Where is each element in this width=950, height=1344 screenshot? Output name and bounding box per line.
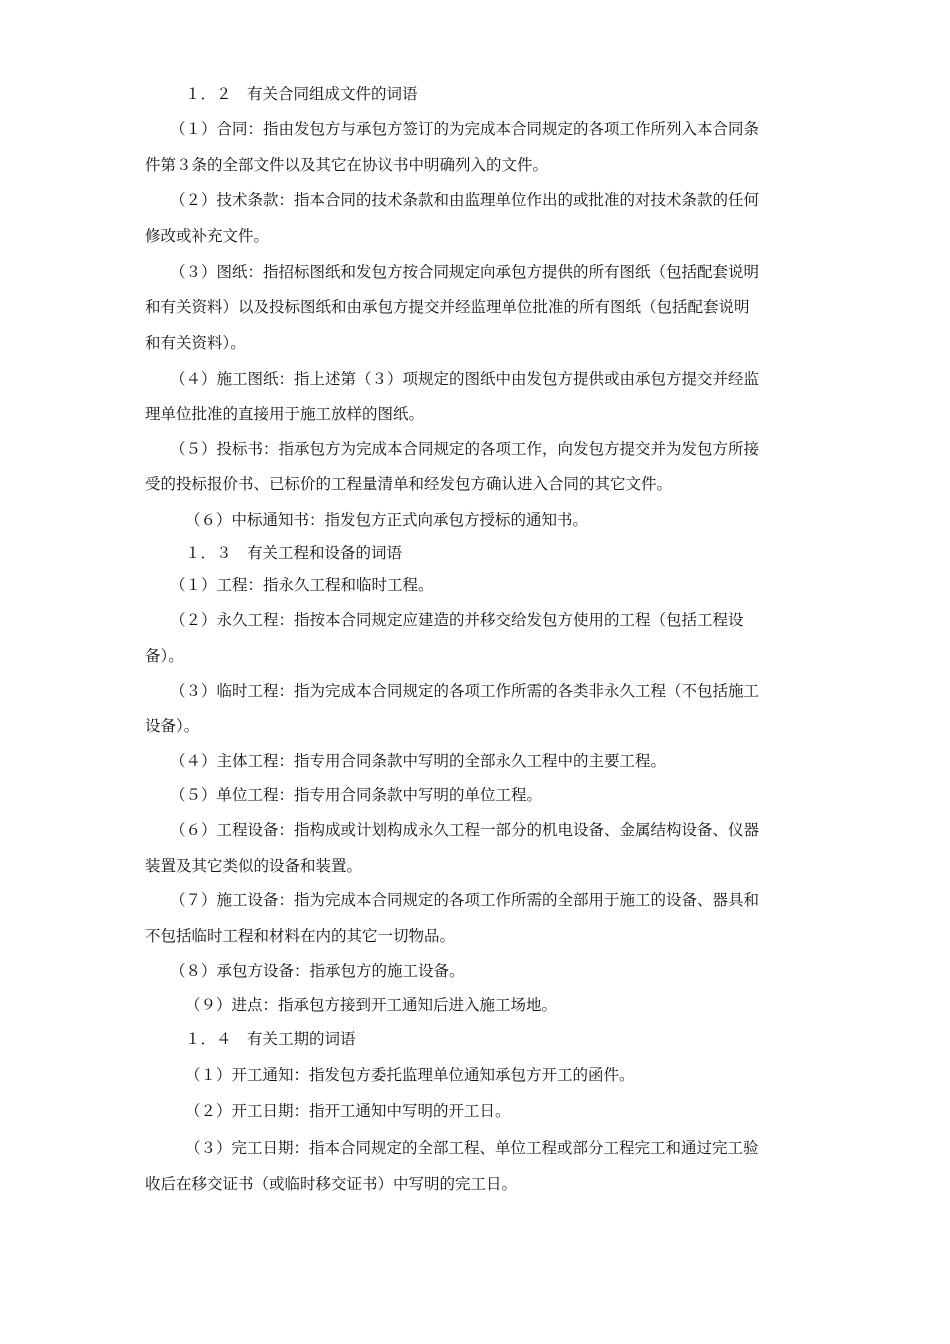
clause-1-3-6-line-1: （６）工程设备：指构成或计划构成永久工程一部分的机电设备、金属结构设备、仪器: [170, 821, 760, 839]
section-heading-1-4: １．４ 有关工期的词语: [185, 1030, 356, 1048]
clause-1-3-8-line-1: （８）承包方设备：指承包方的施工设备。: [170, 962, 465, 980]
clause-1-2-1-line-2: 件第３条的全部文件以及其它在协议书中明确列入的文件。: [145, 156, 549, 174]
clause-1-2-3-line-1: （３）图纸：指招标图纸和发包方按合同规定向承包方提供的所有图纸（包括配套说明: [170, 263, 760, 281]
section-heading-1-3: １．３ 有关工程和设备的词语: [185, 544, 403, 562]
clause-1-2-4-line-1: （４）施工图纸：指上述第（３）项规定的图纸中由发包方提供或由承包方提交并经监: [170, 370, 760, 388]
clause-1-2-3-line-2: 和有关资料）以及投标图纸和由承包方提交并经监理单位批准的所有图纸（包括配套说明: [145, 298, 750, 316]
clause-1-3-5-line-1: （５）单位工程：指专用合同条款中写明的单位工程。: [170, 786, 543, 804]
clause-1-4-3-line-2: 收后在移交证书（或临时移交证书）中写明的完工日。: [145, 1175, 518, 1193]
clause-1-2-5-line-2: 受的投标报价书、已标价的工程量清单和经发包方确认进入合同的其它文件。: [145, 475, 673, 493]
clause-1-3-9-line-1: （９）进点：指承包方接到开工通知后进入施工场地。: [185, 996, 558, 1014]
clause-1-2-1-line-1: （１）合同：指由发包方与承包方签订的为完成本合同规定的各项工作所列入本合同条: [170, 120, 760, 138]
clause-1-3-1-line-1: （１）工程：指永久工程和临时工程。: [170, 576, 434, 594]
clause-1-4-3-line-1: （３）完工日期：指本合同规定的全部工程、单位工程或部分工程完工和通过完工验: [185, 1139, 759, 1157]
clause-1-3-2-line-1: （２）永久工程：指按本合同规定应建造的并移交给发包方使用的工程（包括工程设: [170, 611, 744, 629]
clause-1-3-4-line-1: （４）主体工程：指专用合同条款中写明的全部永久工程中的主要工程。: [170, 752, 667, 770]
clause-1-4-2-line-1: （２）开工日期：指开工通知中写明的开工日。: [185, 1102, 511, 1120]
clause-1-3-3-line-1: （３）临时工程：指为完成本合同规定的各项工作所需的各类非永久工程（不包括施工: [170, 682, 760, 700]
clause-1-3-6-line-2: 装置及其它类似的设备和装置。: [145, 857, 363, 875]
clause-1-2-5-line-1: （５）投标书：指承包方为完成本合同规定的各项工作，向发包方提交并为发包方所接: [170, 440, 760, 458]
section-heading-1-2: １．２ 有关合同组成文件的词语: [185, 85, 418, 103]
clause-1-2-2-line-1: （２）技术条款：指本合同的技术条款和由监理单位作出的或批准的对技术条款的任何: [170, 191, 760, 209]
clause-1-3-2-line-2: 备）。: [145, 647, 184, 665]
clause-1-3-3-line-2: 设备）。: [145, 717, 200, 735]
clause-1-2-4-line-2: 理单位批准的直接用于施工放样的图纸。: [145, 405, 425, 423]
clause-1-2-6-line-1: （６）中标通知书：指发包方正式向承包方授标的通知书。: [185, 511, 589, 529]
clause-1-2-2-line-2: 修改或补充文件。: [145, 227, 270, 245]
clause-1-3-7-line-2: 不包括临时工程和材料在内的其它一切物品。: [145, 927, 456, 945]
clause-1-2-3-line-3: 和有关资料）。: [145, 334, 246, 352]
clause-1-3-7-line-1: （７）施工设备：指为完成本合同规定的各项工作所需的全部用于施工的设备、器具和: [170, 891, 760, 909]
clause-1-4-1-line-1: （１）开工通知：指发包方委托监理单位通知承包方开工的函件。: [185, 1066, 635, 1084]
